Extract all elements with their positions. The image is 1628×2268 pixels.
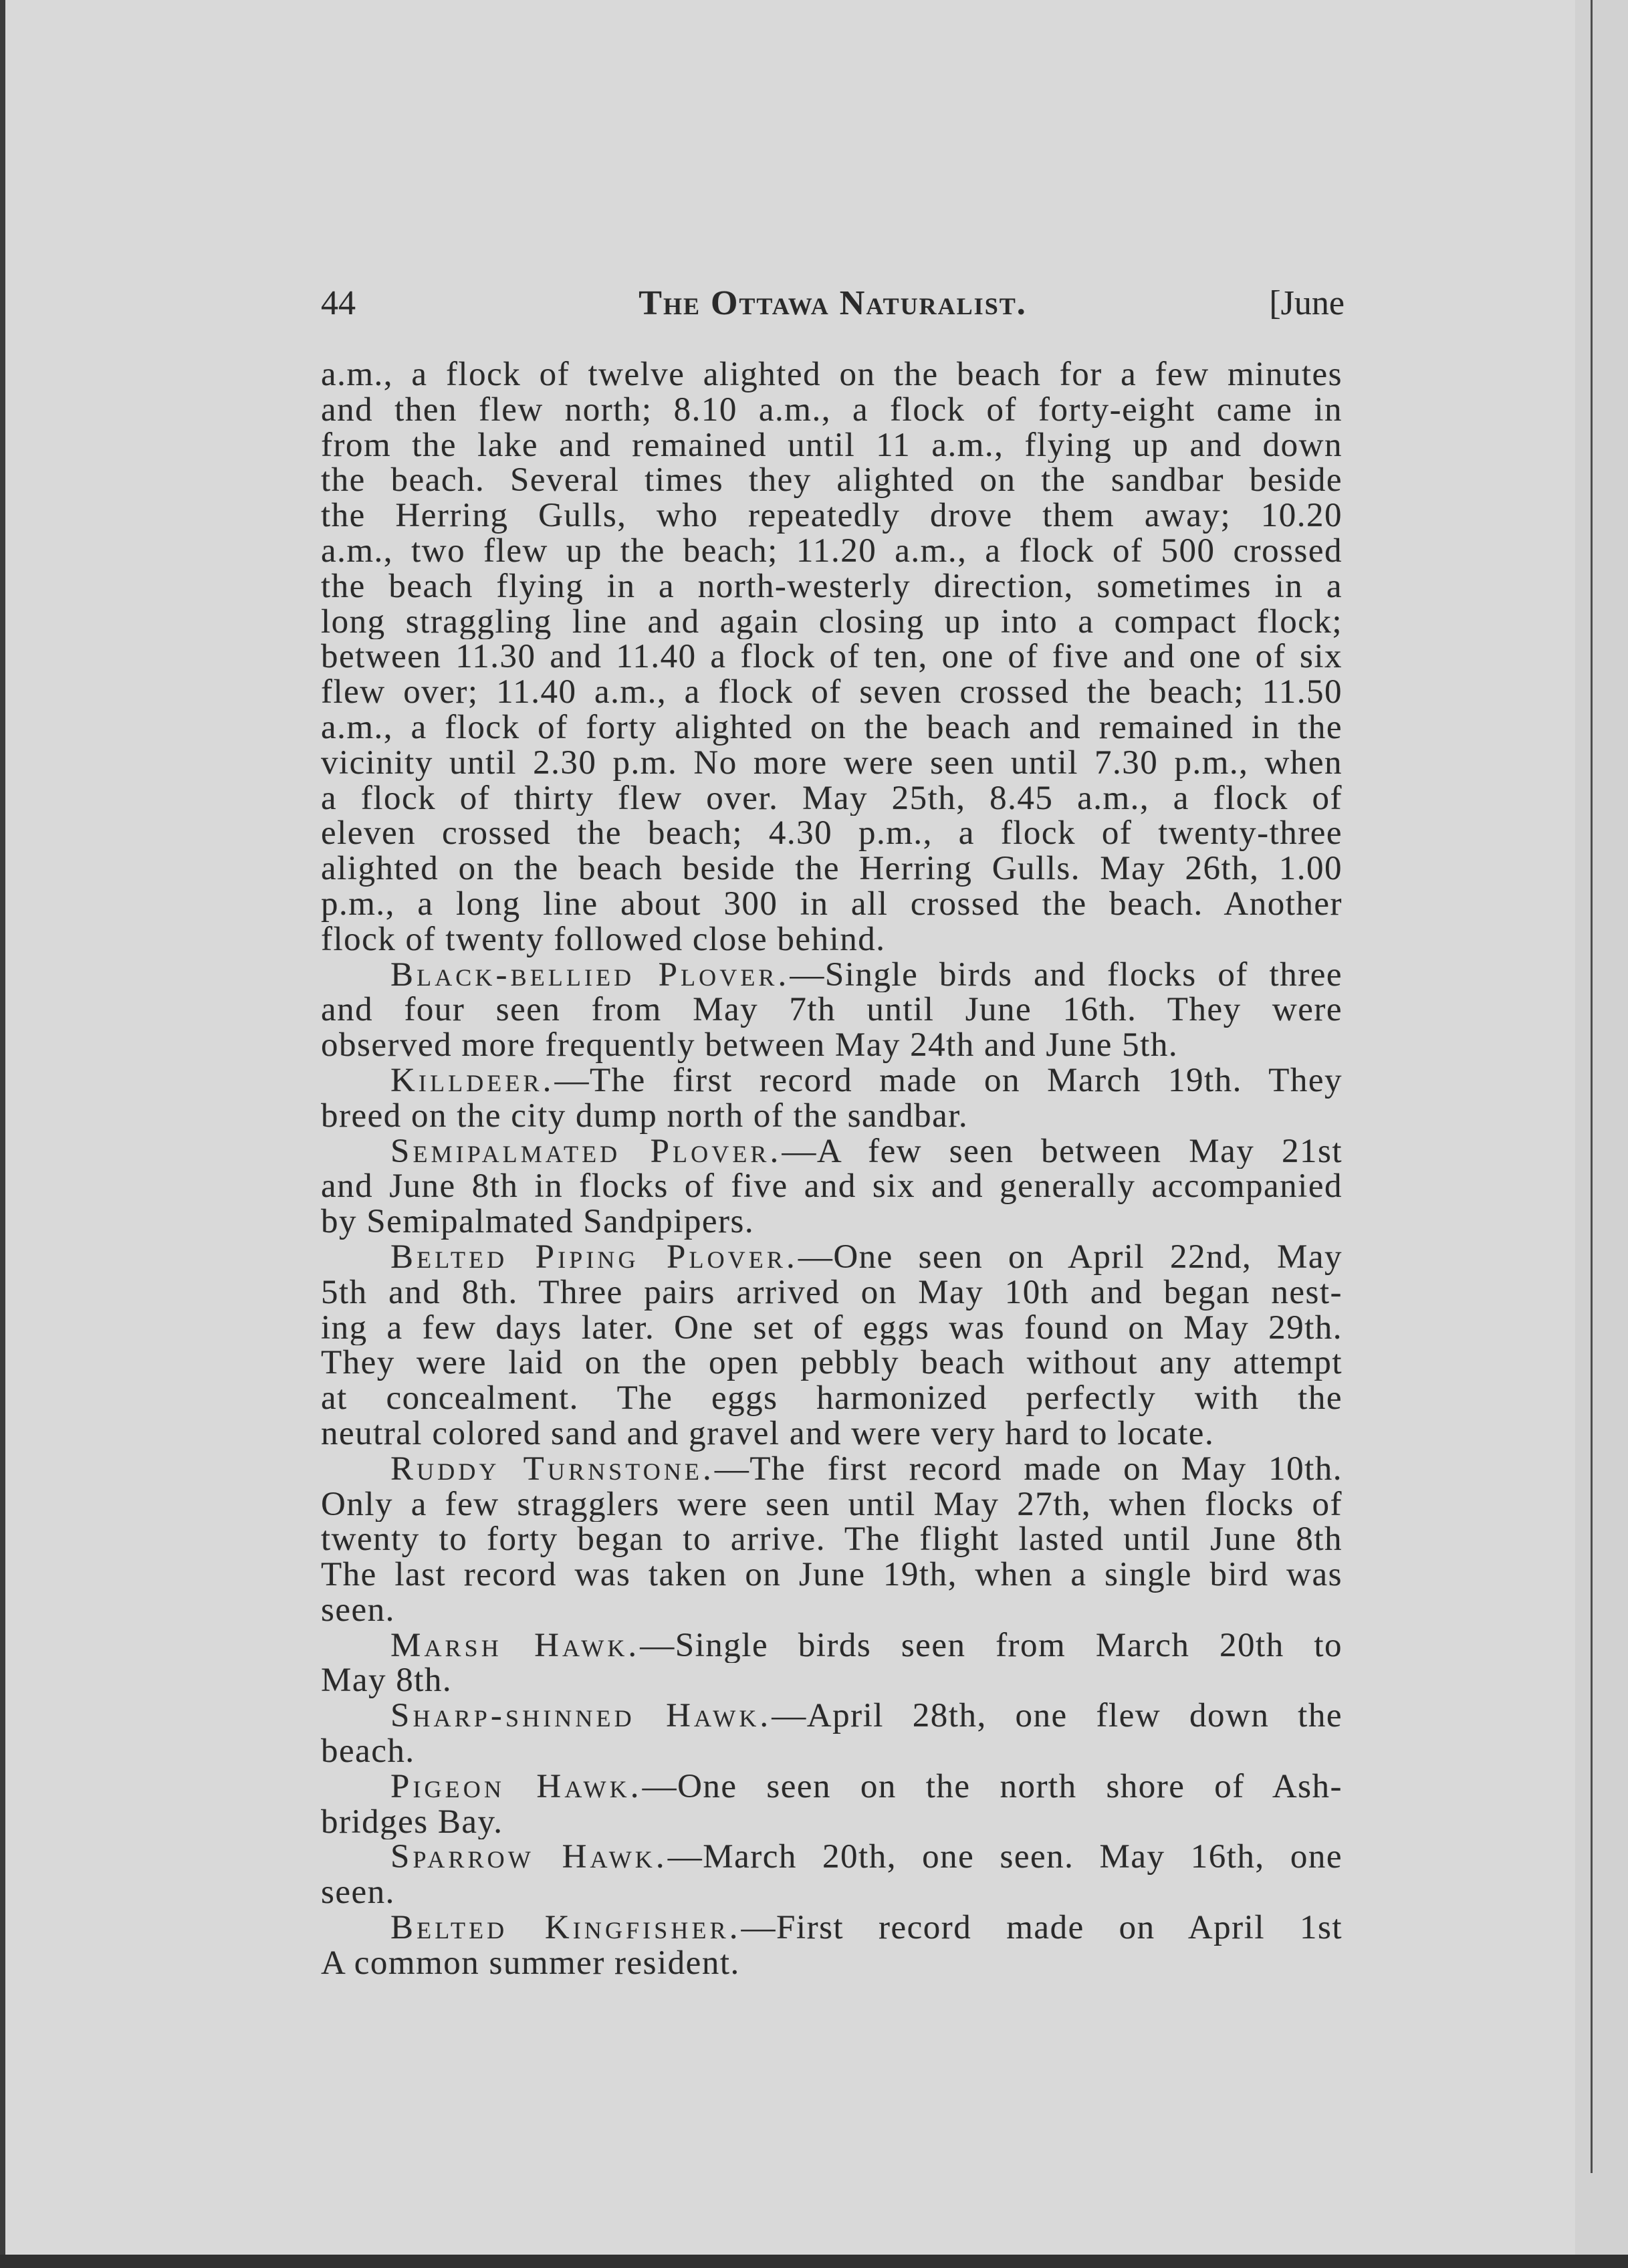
text-line: seen. (321, 1592, 395, 1628)
text-line: alighted on the beach beside the Herring Gulls. May 26th, 1.00 (321, 851, 1343, 887)
text-line: 5th and 8th. Three pairs arrived on May 10th and began nest- (321, 1274, 1343, 1311)
text-line: a.m., a flock of twelve alighted on the beach for a few minutes (321, 357, 1343, 392)
species-name: Belted Piping Plover. (390, 1239, 798, 1275)
text-line: at concealment. The eggs harmonized perfectly with the (321, 1381, 1343, 1416)
line-text: —One seen on April 22nd, May (798, 1239, 1343, 1275)
paragraph (321, 957, 1343, 1063)
text-line: the beach flying in a north-westerly direction, sometimes in a (321, 568, 1343, 604)
paragraph (321, 1698, 1343, 1769)
text-line: A common summer resident. (321, 1945, 740, 1981)
text-line: observed more frequently between May 24th and June 5th. (321, 1028, 1179, 1063)
text-line (321, 1698, 1343, 1734)
text-line: May 8th. (321, 1663, 453, 1699)
species-name: Pigeon Hawk. (390, 1769, 643, 1805)
species-name: Marsh Hawk. (390, 1627, 641, 1664)
species-name: Ruddy Turnstone. (390, 1451, 715, 1487)
paragraph (321, 1240, 1343, 1452)
line-text: —The first record made on May 10th. (714, 1451, 1343, 1487)
journal-title: The Ottawa Naturalist. (638, 284, 1027, 322)
paragraph (321, 1134, 1343, 1240)
text-line: vicinity until 2.30 p.m. No more were seen until 7.30 p.m., when (321, 745, 1343, 781)
text-line: eleven crossed the beach; 4.30 p.m., a flock of twenty-three (321, 816, 1343, 852)
text-line: flew over; 11.40 a.m., a flock of seven crossed the beach; 11.50 (321, 675, 1343, 710)
text-line: and four seen from May 7th until June 16th. They were (321, 992, 1343, 1028)
paragraph (321, 1839, 1343, 1910)
text-line: a flock of thirty flew over. May 25th, 8.45 a.m., a flock of (321, 780, 1343, 816)
paragraph (321, 1452, 1343, 1628)
text-line (321, 1769, 1343, 1805)
text-line: and then flew north; 8.10 a.m., a flock of forty-eight came in (321, 392, 1343, 428)
paragraph (321, 1769, 1343, 1840)
text-line: Only a few stragglers were seen until May 27th, when flocks of (321, 1486, 1343, 1522)
binding-line (1591, 0, 1593, 2173)
text-line: p.m., a long line about 300 in all crossed the beach. Another (321, 886, 1343, 922)
line-text: —Single birds and flocks of three (790, 957, 1343, 993)
text-line: seen. (321, 1875, 395, 1911)
text-line: between 11.30 and 11.40 a flock of ten, one of five and one of six (321, 639, 1343, 675)
page-number: 44 (321, 284, 356, 322)
text-line (321, 1134, 1343, 1169)
text-line: beach. (321, 1734, 415, 1769)
text-line: flock of twenty followed close behind. (321, 921, 886, 957)
species-name: Sparrow Hawk. (390, 1839, 668, 1876)
line-text: —A few seen between May 21st (782, 1133, 1343, 1169)
line-text: —Single birds seen from March 20th to (640, 1627, 1343, 1664)
text-line (321, 1628, 1343, 1664)
text-line (321, 957, 1343, 993)
species-name: Belted Kingfisher. (390, 1910, 741, 1946)
species-name: Killdeer. (390, 1062, 555, 1099)
line-text: —March 20th, one seen. May 16th, one (667, 1839, 1343, 1876)
paragraph (321, 357, 1343, 957)
line-text: —The first record made on March 19th. They (554, 1062, 1343, 1099)
text-line: They were laid on the open pebbly beach without any attempt (321, 1345, 1343, 1381)
text-line: long straggling line and again closing up into a compact flock; (321, 604, 1343, 640)
species-name: Sharp-shinned Hawk. (390, 1698, 772, 1734)
text-line (321, 1839, 1343, 1875)
text-line: by Semipalmated Sandpipers. (321, 1204, 755, 1240)
text-line (321, 1910, 1343, 1946)
species-name: Semipalmated Plover. (390, 1133, 782, 1169)
text-line: a.m., a flock of forty alighted on the beach and remained in the (321, 709, 1343, 746)
text-line (321, 1063, 1343, 1099)
left-page-edge (0, 0, 5, 2268)
right-page-gutter (1575, 0, 1628, 2268)
text-line: breed on the city dump north of the sandbar. (321, 1098, 969, 1134)
text-line: neutral colored sand and gravel and were very hard to locate. (321, 1415, 1215, 1452)
paragraph (321, 1910, 1343, 1981)
text-line (321, 1240, 1343, 1275)
text-line: ing a few days later. One set of eggs was found on May 29th. (321, 1310, 1343, 1346)
text-line: a.m., two flew up the beach; 11.20 a.m., a flock of 500 crossed (321, 533, 1343, 569)
text-line: the Herring Gulls, who repeatedly drove them away; 10.20 (321, 498, 1343, 534)
line-text: —One seen on the north shore of Ash- (642, 1769, 1343, 1805)
body-text (321, 357, 1343, 1981)
line-text: —April 28th, one flew down the (772, 1698, 1343, 1734)
running-header (321, 284, 1345, 324)
line-text: —First record made on April 1st (741, 1910, 1343, 1946)
text-line (321, 1452, 1343, 1487)
species-name: Black-bellied Plover. (390, 957, 790, 993)
paragraph (321, 1063, 1343, 1134)
issue-month: [June (1269, 284, 1345, 322)
text-line: the beach. Several times they alighted on the sandbar beside (321, 463, 1343, 499)
text-line: twenty to forty began to arrive. The flight lasted until June 8th (321, 1522, 1343, 1558)
text-line: bridges Bay. (321, 1804, 503, 1840)
text-line: The last record was taken on June 19th, when a single bird was (321, 1557, 1343, 1593)
text-line: and June 8th in flocks of five and six and generally accompanied (321, 1169, 1343, 1205)
bottom-page-edge (0, 2255, 1628, 2268)
paragraph (321, 1628, 1343, 1699)
text-line: from the lake and remained until 11 a.m., flying up and down (321, 427, 1343, 463)
